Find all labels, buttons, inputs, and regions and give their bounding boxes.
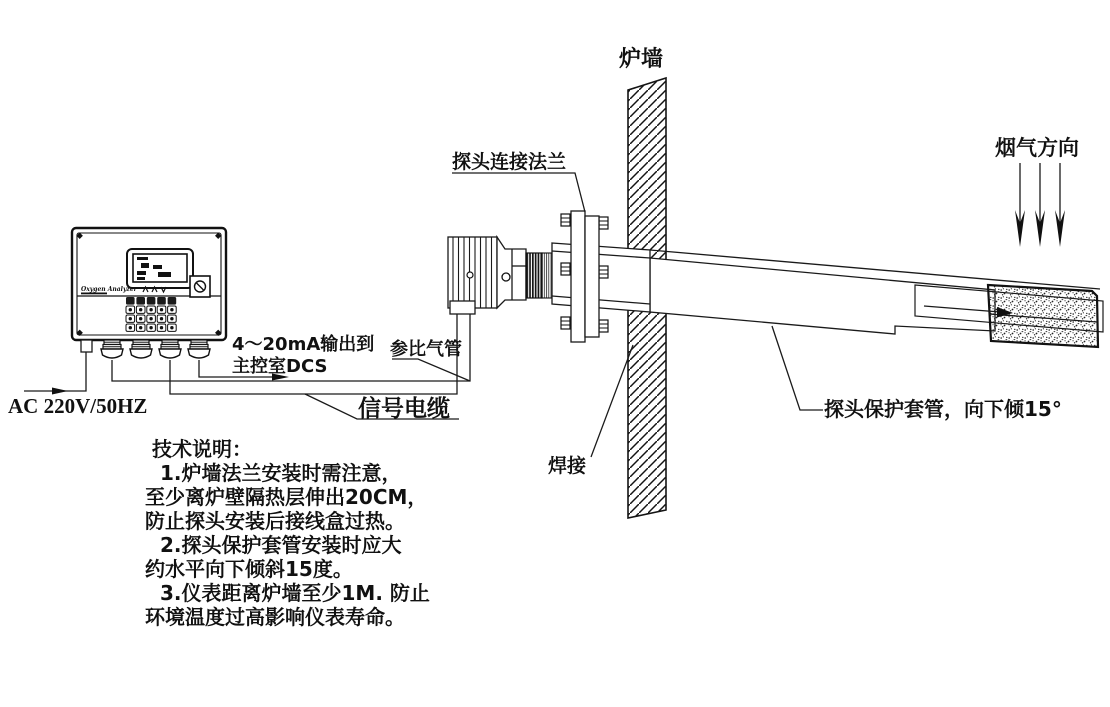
notes-line: 约水平向下倾斜15度。 — [145, 557, 353, 581]
display — [127, 249, 193, 288]
signal-cable-label: 信号电缆 — [358, 396, 450, 422]
cable-gland — [101, 340, 123, 358]
cable-gland — [159, 340, 181, 358]
reference-gas-label: 参比气管 — [390, 339, 462, 360]
cable-gland — [188, 340, 210, 358]
protection-tube-label: 探头保护套管，向下倾15° — [824, 397, 1062, 421]
notes-line: 环境温度过高影响仪表寿命。 — [145, 605, 405, 629]
probe-head — [448, 237, 650, 314]
weld-label: 焊接 — [548, 455, 587, 477]
output-label-line1: 4～20mA输出到 — [232, 334, 375, 355]
probe-protection-tube — [650, 250, 1103, 347]
notes-line: 至少离炉壁隔热层伸出20CM， — [145, 485, 428, 509]
down-arrow-icon — [1015, 163, 1025, 247]
bellows-section — [526, 253, 542, 298]
flue-gas-direction-label: 烟气方向 — [995, 136, 1079, 160]
weld-label-group — [547, 345, 633, 477]
signal-cable-label-group — [305, 394, 459, 422]
reference-gas-label-group — [390, 338, 470, 381]
filter-tip — [988, 285, 1098, 347]
cable-glands — [81, 340, 210, 358]
ac-power-label: AC 220V/50HZ — [8, 394, 148, 418]
analyzer-box — [72, 228, 226, 358]
ac-power-line — [24, 352, 86, 395]
notes-line: 防止探头安装后接线盒过热。 — [145, 509, 405, 533]
notes-title: 技术说明： — [152, 437, 252, 461]
threaded-section — [542, 253, 552, 298]
notes-line: 2.探头保护套管安装时应大 — [160, 533, 402, 557]
flue-gas-arrows — [1015, 163, 1065, 247]
flange-label: 探头连接法兰 — [452, 151, 567, 173]
technical-notes — [145, 437, 430, 629]
brand-logo: Oxygen Analyzer — [81, 286, 137, 293]
notes-line: 3.仪表距离炉墙至少1M. 防止 — [160, 581, 430, 605]
output-label-line2: 主控室DCS — [232, 356, 328, 377]
furnace-wall-label: 炉墙 — [619, 47, 664, 72]
notes-line: 1.炉墙法兰安装时需注意， — [160, 461, 402, 485]
cable-gland — [130, 340, 152, 358]
down-arrow-icon — [1035, 163, 1045, 247]
probe-junction-box — [450, 301, 475, 314]
side-connector — [190, 276, 210, 297]
brand-subtext-bar — [81, 293, 107, 295]
ac-entry-stub — [81, 340, 92, 352]
flange-label-group — [452, 150, 585, 212]
down-arrow-icon — [1055, 163, 1065, 247]
